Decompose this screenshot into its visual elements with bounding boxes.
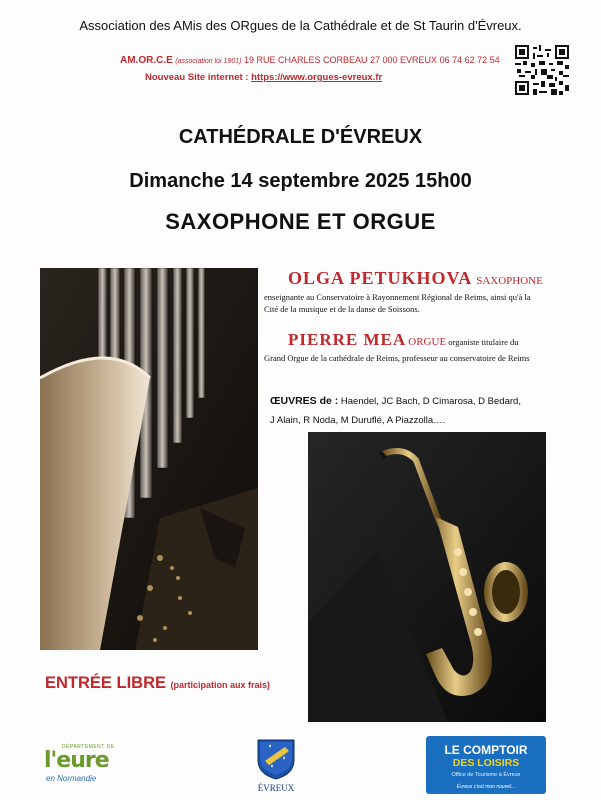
association-name: Association des AMis des ORgues de la Cathédrale et de St Taurin d'Évreux. bbox=[79, 18, 522, 33]
eure-department-logo bbox=[44, 744, 134, 786]
website-link[interactable]: https://www.orgues-evreux.fr bbox=[251, 72, 383, 83]
organ-photo bbox=[40, 268, 258, 650]
event-date: Dimanche 14 septembre 2025 15h00 bbox=[129, 170, 472, 192]
performer-2-description-inline: organiste titulaire du bbox=[448, 337, 519, 347]
comptoir-line-3: Office de Tourisme à Évreux bbox=[451, 772, 521, 778]
comptoir-line-2: DES LOISIRS bbox=[452, 757, 520, 769]
admission-note: (participation aux frais) bbox=[170, 680, 270, 690]
evreux-logo bbox=[254, 736, 298, 796]
admission bbox=[45, 674, 270, 693]
association-address: 19 RUE CHARLES CORBEAU 27 000 EVREUX bbox=[243, 55, 438, 65]
works-line-2: J Alain, R Noda, M Duruflé, A Piazzolla…. bbox=[270, 415, 446, 426]
performer-2-instrument: ORGUE bbox=[408, 336, 447, 348]
performer-2-name: PIERRE MEA bbox=[288, 330, 407, 349]
performer-2-description: Grand Orgue de la cathédrale de Reims, professeur au conservatoire de Reims bbox=[264, 353, 530, 363]
concert-title: SAXOPHONE ET ORGUE bbox=[165, 209, 436, 234]
performer-1-instrument: SAXOPHONE bbox=[476, 275, 543, 287]
saxophone-photo bbox=[308, 432, 546, 722]
comptoir-line-1: LE COMPTOIR bbox=[444, 743, 528, 757]
admission-label: ENTRÉE LIBRE bbox=[45, 674, 167, 692]
performer-2-header bbox=[288, 330, 518, 350]
comptoir-des-loisirs-logo bbox=[426, 736, 546, 794]
association-phone: 06 74 62 72 54 bbox=[439, 55, 500, 65]
performer-1-name: OLGA PETUKHOVA bbox=[288, 268, 473, 288]
qr-code-icon bbox=[515, 45, 569, 95]
works-line-1: Haendel, JC Bach, D Cimarosa, D Bedard, bbox=[340, 396, 521, 407]
legal-status: (association loi 1901) bbox=[175, 58, 242, 65]
works-list bbox=[270, 392, 540, 430]
evreux-coat-of-arms-icon bbox=[254, 736, 298, 780]
eure-small-text: DÉPARTEMENT DE bbox=[62, 744, 115, 750]
website-line bbox=[145, 72, 382, 83]
eure-main-text: l'eure bbox=[44, 748, 109, 773]
performer-1-header bbox=[288, 268, 543, 289]
venue-title: CATHÉDRALE D'ÉVREUX bbox=[178, 126, 423, 148]
website-label: Nouveau Site internet : bbox=[145, 72, 249, 83]
association-acronym: AM.OR.C.E bbox=[120, 55, 173, 66]
works-label: ŒUVRES de : bbox=[270, 395, 339, 407]
comptoir-tagline: Évreux c'est mon nouvel... bbox=[456, 784, 516, 790]
contact-line bbox=[120, 55, 500, 66]
performer-1-description: enseignante au Conservatoire à Rayonnement Régional de Reims, ainsi qu'à la Cité de la musique et de la danse de Soissons. bbox=[264, 292, 531, 314]
eure-region-text: en Normandie bbox=[46, 774, 97, 783]
evreux-name: ÉVREUX bbox=[257, 783, 295, 793]
